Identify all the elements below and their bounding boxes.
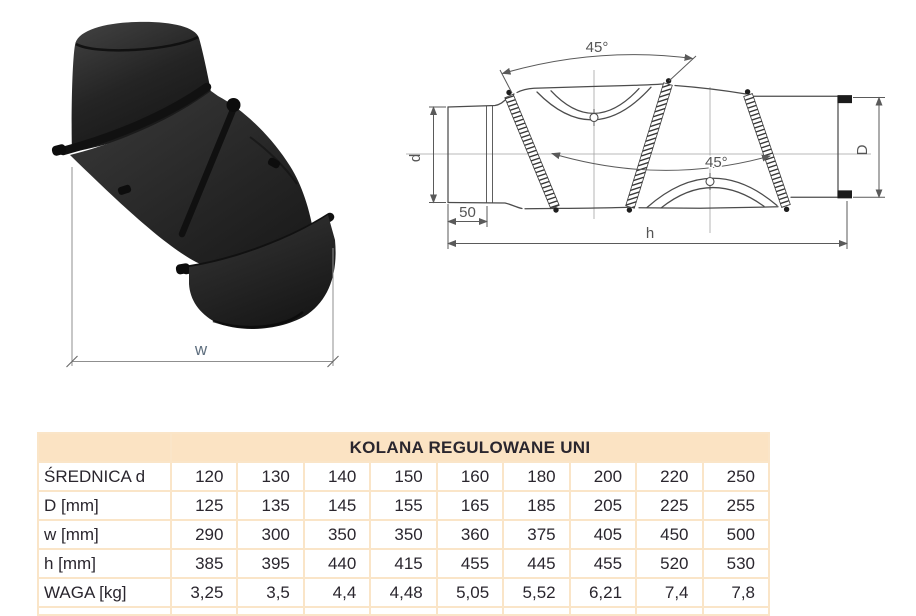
row-label: D [mm] <box>39 492 170 519</box>
cell-value: 120 <box>172 463 236 490</box>
table-row <box>39 579 768 606</box>
cell-value: 5,52 <box>504 579 568 606</box>
dim-50-label: 50 <box>459 204 476 221</box>
cell-value: 165 <box>438 492 502 519</box>
flange-tab-bottom <box>838 191 852 198</box>
cell-value: 255 <box>704 492 769 519</box>
cell-value: 125 <box>172 492 236 519</box>
cell-value: 290 <box>172 521 236 548</box>
table-row <box>39 463 768 490</box>
header-corner-cell <box>39 434 170 461</box>
cell-value: 145 <box>305 492 369 519</box>
cell-value: 415 <box>371 550 435 577</box>
cell-value: 7,4 <box>637 579 701 606</box>
dimension-d <box>407 107 446 203</box>
flange-tab-top <box>838 96 852 103</box>
cell-value: 455 <box>571 550 635 577</box>
table-partial-row <box>39 608 768 614</box>
empty-cell <box>172 608 236 614</box>
cell-value: 180 <box>504 463 568 490</box>
empty-cell <box>238 608 302 614</box>
cell-value: 530 <box>704 550 769 577</box>
empty-cell <box>438 608 502 614</box>
cell-value: 140 <box>305 463 369 490</box>
cell-value: 455 <box>438 550 502 577</box>
cell-value: 385 <box>172 550 236 577</box>
swivel-joint-bands <box>505 78 791 213</box>
product-photo-image <box>20 10 410 390</box>
cell-value: 395 <box>238 550 302 577</box>
segment-a-bolt <box>590 114 598 122</box>
cell-value: 160 <box>438 463 502 490</box>
dim-D-label: D <box>854 144 871 156</box>
cell-value: 375 <box>504 521 568 548</box>
cell-value: 5,05 <box>438 579 502 606</box>
row-label: WAGA [kg] <box>39 579 170 606</box>
rotating-segment-a <box>517 84 663 209</box>
table-header-row <box>39 434 768 461</box>
dimension-D <box>853 98 885 198</box>
table-body <box>39 463 768 614</box>
empty-cell <box>39 608 170 614</box>
cell-value: 220 <box>637 463 701 490</box>
empty-cell <box>571 608 635 614</box>
dim-h-label: h <box>645 225 655 242</box>
cell-value: 350 <box>371 521 435 548</box>
cell-value: 250 <box>704 463 769 490</box>
cell-value: 135 <box>238 492 302 519</box>
cell-value: 350 <box>305 521 369 548</box>
empty-cell <box>504 608 568 614</box>
cell-value: 150 <box>371 463 435 490</box>
row-label: h [mm] <box>39 550 170 577</box>
cell-value: 450 <box>637 521 701 548</box>
cell-value: 185 <box>504 492 568 519</box>
angle-top-label: 45° <box>585 39 609 56</box>
cell-value: 6,21 <box>571 579 635 606</box>
dim-d-label: d <box>407 153 424 163</box>
cell-value: 300 <box>238 521 302 548</box>
rod-knob <box>227 98 241 112</box>
spec-table <box>37 432 770 616</box>
row-label: ŚREDNICA d <box>39 463 170 490</box>
cell-value: 520 <box>637 550 701 577</box>
cell-value: 3,5 <box>238 579 302 606</box>
cell-value: 4,4 <box>305 579 369 606</box>
table-title: KOLANA REGULOWANE UNI <box>172 434 768 461</box>
empty-cell <box>637 608 701 614</box>
cell-value: 4,48 <box>371 579 435 606</box>
cell-value: 440 <box>305 550 369 577</box>
cell-value: 155 <box>371 492 435 519</box>
dim-w-label: w <box>194 340 208 359</box>
cell-value: 405 <box>571 521 635 548</box>
angle-middle-label: 45° <box>705 154 728 171</box>
cell-value: 200 <box>571 463 635 490</box>
cell-value: 130 <box>238 463 302 490</box>
empty-cell <box>305 608 369 614</box>
cell-value: 445 <box>504 550 568 577</box>
row-label: w [mm] <box>39 521 170 548</box>
cell-value: 3,25 <box>172 579 236 606</box>
table-row <box>39 550 768 577</box>
cell-value: 7,8 <box>704 579 769 606</box>
segment-b-bolt <box>706 178 714 186</box>
cell-value: 500 <box>704 521 769 548</box>
empty-cell <box>371 608 435 614</box>
angle-annotation-middle <box>552 154 770 172</box>
cell-value: 205 <box>571 492 635 519</box>
technical-drawing <box>400 15 916 265</box>
table-row <box>39 521 768 548</box>
dimension-socket-50 <box>448 204 487 227</box>
empty-cell <box>704 608 769 614</box>
cell-value: 225 <box>637 492 701 519</box>
cell-value: 360 <box>438 521 502 548</box>
table-row <box>39 492 768 519</box>
